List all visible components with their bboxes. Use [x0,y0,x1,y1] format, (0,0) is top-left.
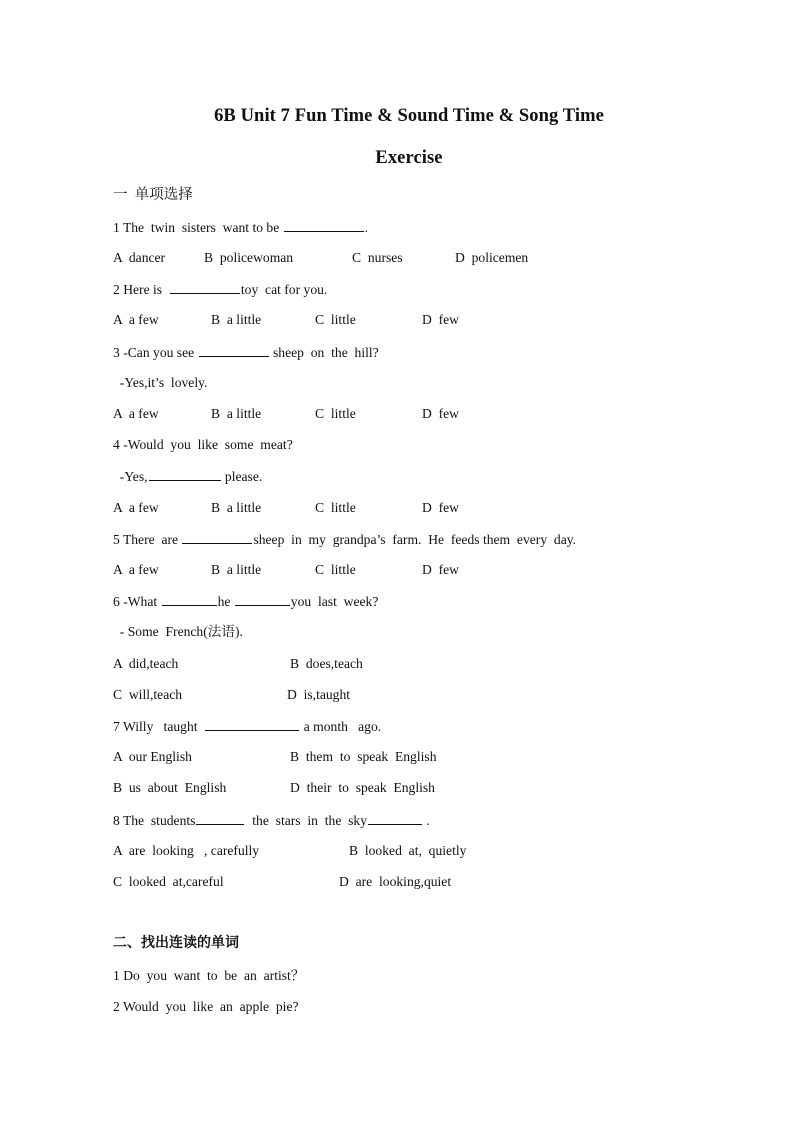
option-b: B a little [211,312,262,327]
option-c: C will,teach [113,687,183,702]
answer-blank [182,530,252,544]
question-text: 7 Willy taught [113,719,205,734]
question-text: 6 -What [113,594,161,609]
option-b: B a little [211,406,262,421]
question-text: toy cat for you. [240,282,328,297]
option-d: D few [422,500,459,515]
section2-question-1: 1 Do you want to be an artist？ [113,968,305,983]
option-c: C nurses [352,250,403,265]
option-b2: B us about English [113,780,227,795]
option-a: A a few [113,406,159,421]
answer-blank [368,811,422,825]
option-b: B looked at, quietly [349,843,467,858]
answer-blank [235,592,290,606]
option-a: A a few [113,312,159,327]
question-text: 8 The students [113,813,196,828]
answer-blank [284,218,364,232]
answer-blank [196,811,244,825]
question-1 [113,218,368,237]
option-c: C little [315,562,356,577]
question-text: he [217,594,234,609]
option-b: B a little [211,562,262,577]
question-text: sheep on the hill? [269,345,379,360]
option-d: D policemen [455,250,529,265]
option-d: D few [422,562,459,577]
question-text: 2 Here is [113,282,169,297]
option-c: C little [315,406,356,421]
option-b: B a little [211,500,262,515]
question-6 [113,592,378,611]
option-a: A are looking , carefully [113,843,260,858]
option-a: A our English [113,749,192,764]
option-d: D few [422,406,459,421]
question-text: 3 -Can you see [113,345,198,360]
question-6-answer: - Some French(法语). [113,624,243,639]
option-c: C little [315,500,356,515]
section1-heading: 一 单项选择 [113,187,193,203]
question-text: you last week? [290,594,379,609]
option-c: C looked at,careful [113,874,224,889]
question-text: . [364,220,369,235]
question-2 [113,280,327,299]
option-d: D few [422,312,459,327]
question-4-answer [113,467,262,486]
question-3-answer: -Yes,it’s lovely. [113,375,208,390]
question-text: the stars in the sky [245,813,368,828]
answer-blank [149,467,221,481]
option-a: A dancer [113,250,166,265]
question-text: sheep in my grandpa’s farm. He feeds them every day. [253,532,577,547]
option-b: B does,teach [290,656,363,671]
answer-blank [199,343,269,357]
option-d: D are looking,quiet [339,874,452,889]
option-a: A did,teach [113,656,179,671]
worksheet-title: 6B Unit 7 Fun Time & Sound Time & Song Time [214,106,604,126]
question-text: -Yes, [113,469,148,484]
answer-blank [205,717,299,731]
option-a: A a few [113,500,159,515]
option-c: C little [315,312,356,327]
question-text: please. [221,469,263,484]
option-d: D their to speak English [290,780,435,795]
question-text: . [423,813,430,828]
answer-blank [170,280,240,294]
option-b: B policewoman [204,250,294,265]
worksheet-subtitle: Exercise [375,148,443,168]
section2-question-2: 2 Would you like an apple pie? [113,999,299,1014]
question-8 [113,811,430,830]
option-b: B them to speak English [290,749,437,764]
section2-heading: 二、找出连读的单词 [113,935,239,951]
question-3 [113,343,379,362]
question-text: a month ago. [300,719,382,734]
question-5 [113,530,576,549]
answer-blank [162,592,217,606]
question-4: 4 -Would you like some meat? [113,437,293,452]
option-a: A a few [113,562,159,577]
option-d: D is,taught [287,687,351,702]
question-text: 5 There are [113,532,182,547]
question-7 [113,717,381,736]
question-text: 1 The twin sisters want to be [113,220,283,235]
